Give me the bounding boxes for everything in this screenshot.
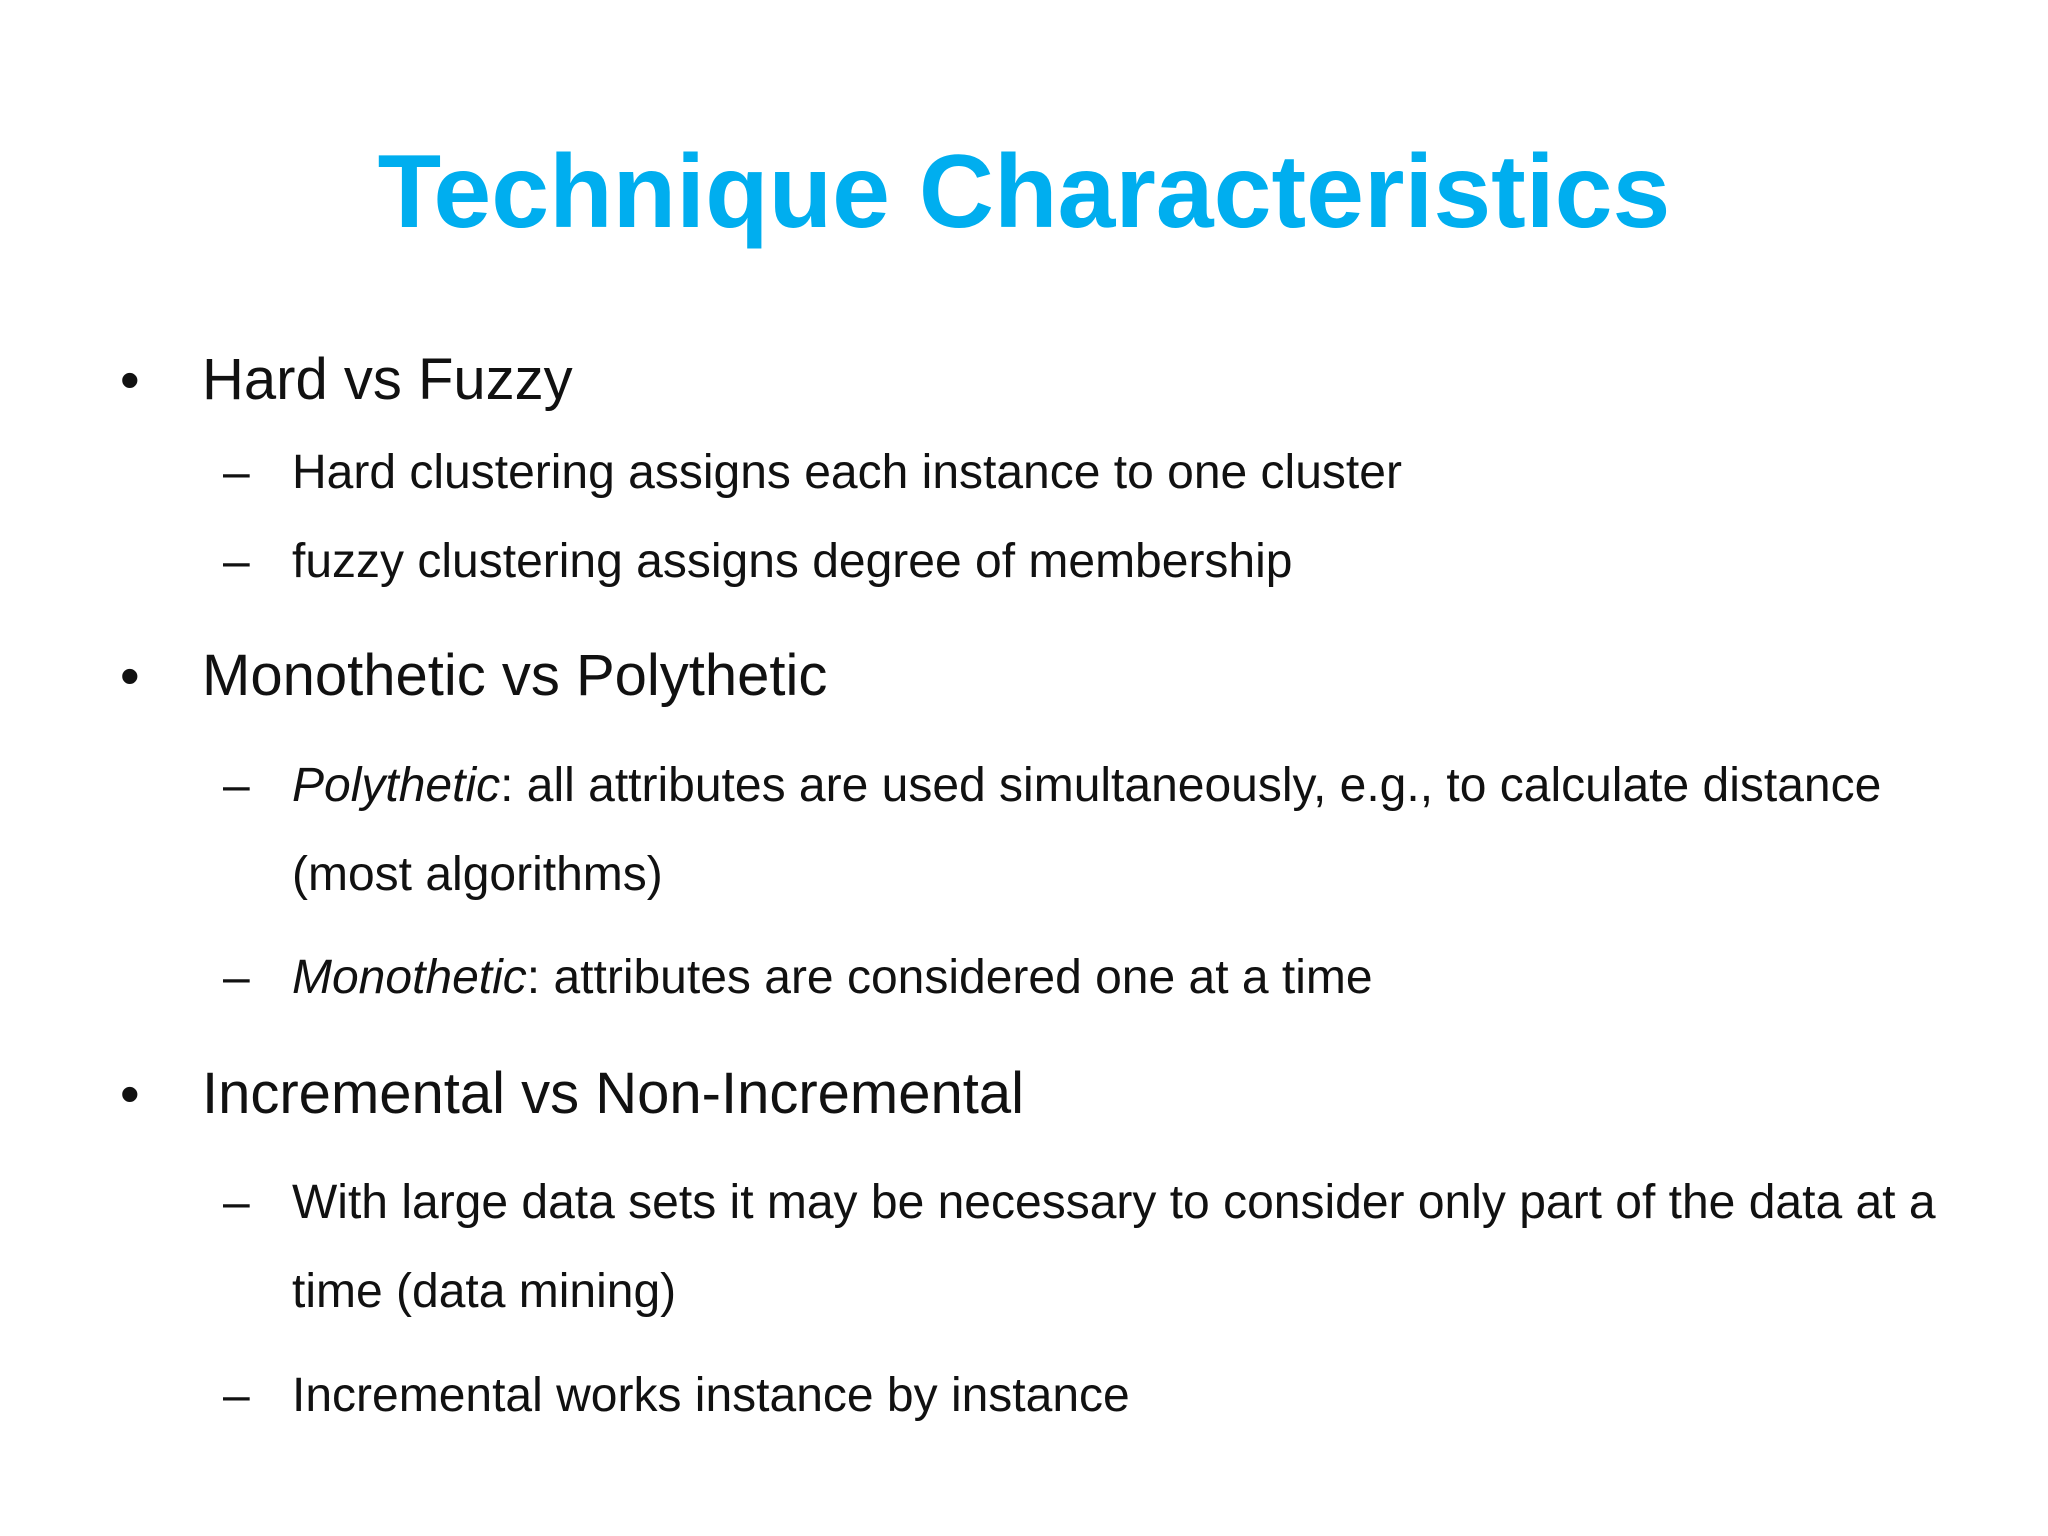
sub-bullet-text: [292, 741, 1992, 919]
sub-bullet-marker: –: [223, 1369, 250, 1422]
sub-bullet-marker: –: [223, 1176, 250, 1229]
sub-bullet-text: Incremental works instance by instance: [292, 1369, 1130, 1422]
bullet-heading: Hard vs Fuzzy: [202, 347, 573, 412]
slide-title: Technique Characteristics: [377, 134, 1671, 250]
bullet-heading: Incremental vs Non-Incremental: [202, 1061, 1024, 1126]
bullet-item: [0, 1054, 2048, 1134]
term-polythetic: Polythetic: [292, 759, 501, 812]
sub-bullet-text: fuzzy clustering assigns degree of membership: [292, 535, 1293, 588]
sub-bullet-marker: –: [223, 759, 250, 812]
sub-bullet-text: With large data sets it may be necessary to consider only part of the data at a time (data mining): [292, 1176, 1936, 1318]
sub-bullet-text: [292, 933, 1992, 1022]
sub-bullet-marker: –: [223, 951, 250, 1004]
sub-bullet-marker: –: [223, 535, 250, 588]
bullet-marker: •: [120, 1062, 140, 1125]
term-definition: : all attributes are used simultaneously, e.g., to calculate distance (most algorithms): [292, 759, 1882, 901]
bullet-item: [0, 636, 2048, 716]
bullet-item: [0, 340, 2048, 420]
bullet-heading: Monothetic vs Polythetic: [202, 643, 828, 708]
sub-bullet-text: Hard clustering assigns each instance to one cluster: [292, 446, 1402, 499]
sub-bullet-marker: –: [223, 446, 250, 499]
term-monothetic: Monothetic: [292, 951, 527, 1004]
bullet-marker: •: [120, 644, 140, 707]
term-definition: : attributes are considered one at a time: [526, 951, 1373, 1004]
bullet-marker: •: [120, 348, 140, 411]
